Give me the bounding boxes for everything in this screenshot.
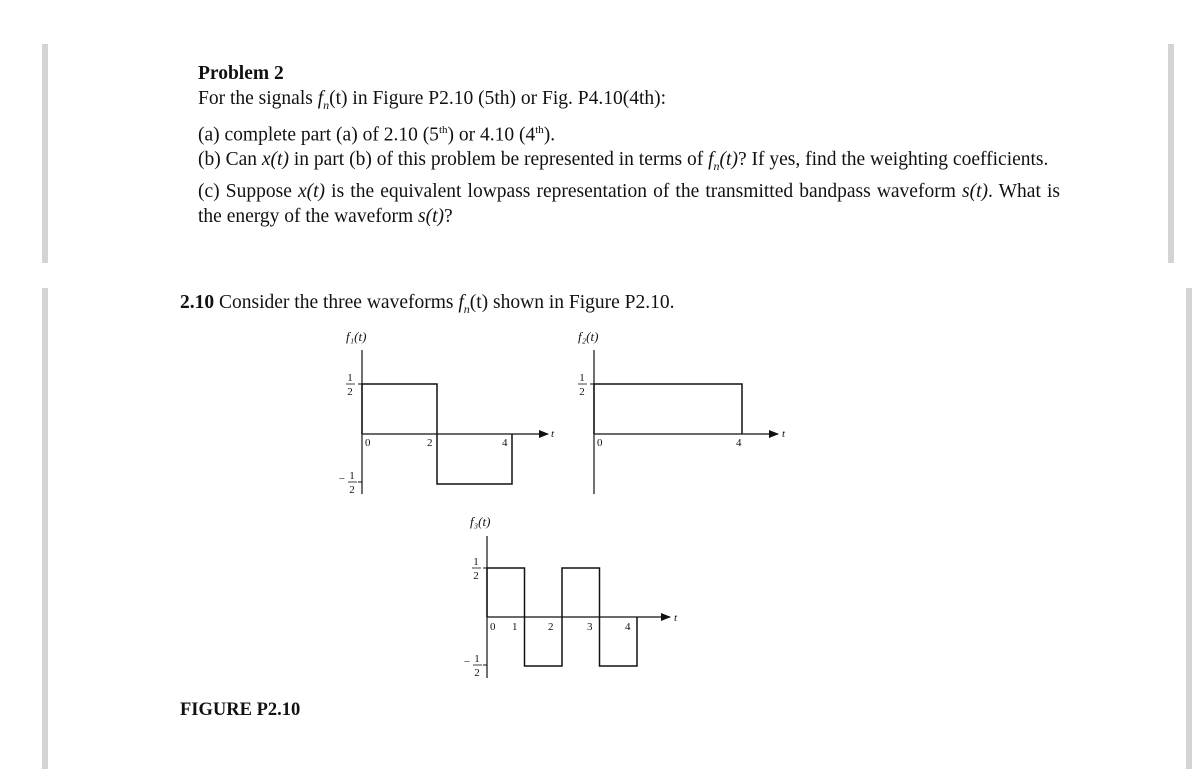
f1-neg-den: 2	[349, 484, 355, 496]
f2-tick-4: 4	[736, 437, 742, 449]
f3-neg-num: 1	[474, 653, 480, 665]
f1-tick-4: 4	[502, 437, 508, 449]
f2-pos-num: 1	[579, 372, 585, 384]
f2-t-axis-label: t	[782, 428, 786, 440]
f1-tick-2: 2	[427, 437, 433, 449]
f1-pos-den: 2	[347, 386, 353, 398]
f2-waveform	[594, 384, 742, 434]
problem-number: 2.10	[180, 292, 215, 313]
f2-tick-0: 0	[597, 437, 603, 449]
part-a: (a) complete part (a) of 2.10 (5th) or 4.10 (4th).	[198, 123, 556, 146]
f3-tick-2: 2	[548, 621, 554, 633]
problem-title: Problem 2	[198, 63, 284, 84]
figure-caption: FIGURE P2.10	[180, 700, 301, 720]
f3-pos-num: 1	[473, 556, 479, 568]
plot-f2	[578, 329, 786, 494]
part-c: (c) Suppose x(t) is the equivalent lowpass representation of the transmitted bandpass waveform s(t). What is the energy of the waveform s(t)?	[198, 181, 1060, 228]
f3-tick-1: 1	[512, 621, 518, 633]
problem-2-10-statement: 2.10 Consider the three waveforms $f_n(t)$ shown in Figure P2.10.	[180, 292, 675, 316]
f1-tick-0: 0	[365, 437, 371, 449]
f3-neg-den: 2	[474, 667, 480, 679]
plot-f3	[464, 514, 678, 679]
f3-neg-sign: −	[463, 656, 471, 668]
f3-pos-den: 2	[473, 570, 479, 582]
f1-label: f₁(t)	[346, 329, 367, 344]
f2-pos-den: 2	[579, 386, 585, 398]
f3-t-axis-label: t	[674, 612, 678, 624]
f2-label: f₂(t)	[578, 329, 599, 344]
f3-tick-4: 4	[625, 621, 631, 633]
f3-tick-0: 0	[490, 621, 496, 633]
f1-neg-num: 1	[349, 470, 355, 482]
plot-f1	[339, 329, 555, 496]
f3-label: f₃(t)	[470, 514, 491, 529]
f1-pos-num: 1	[347, 372, 353, 384]
f1-neg-sign: −	[338, 473, 346, 485]
f1-t-axis-label: t	[551, 428, 555, 440]
problem-intro: For the signals $f_n(t)$ in Figure P2.10 (5th) or Fig. P4.10(4th):	[198, 88, 667, 112]
f3-tick-3: 3	[587, 621, 593, 633]
part-b: (b) Can x(t) in part (b) of this problem be represented in terms of $f_n(t)$? If yes, find the weighting coefficients.	[198, 149, 1049, 174]
